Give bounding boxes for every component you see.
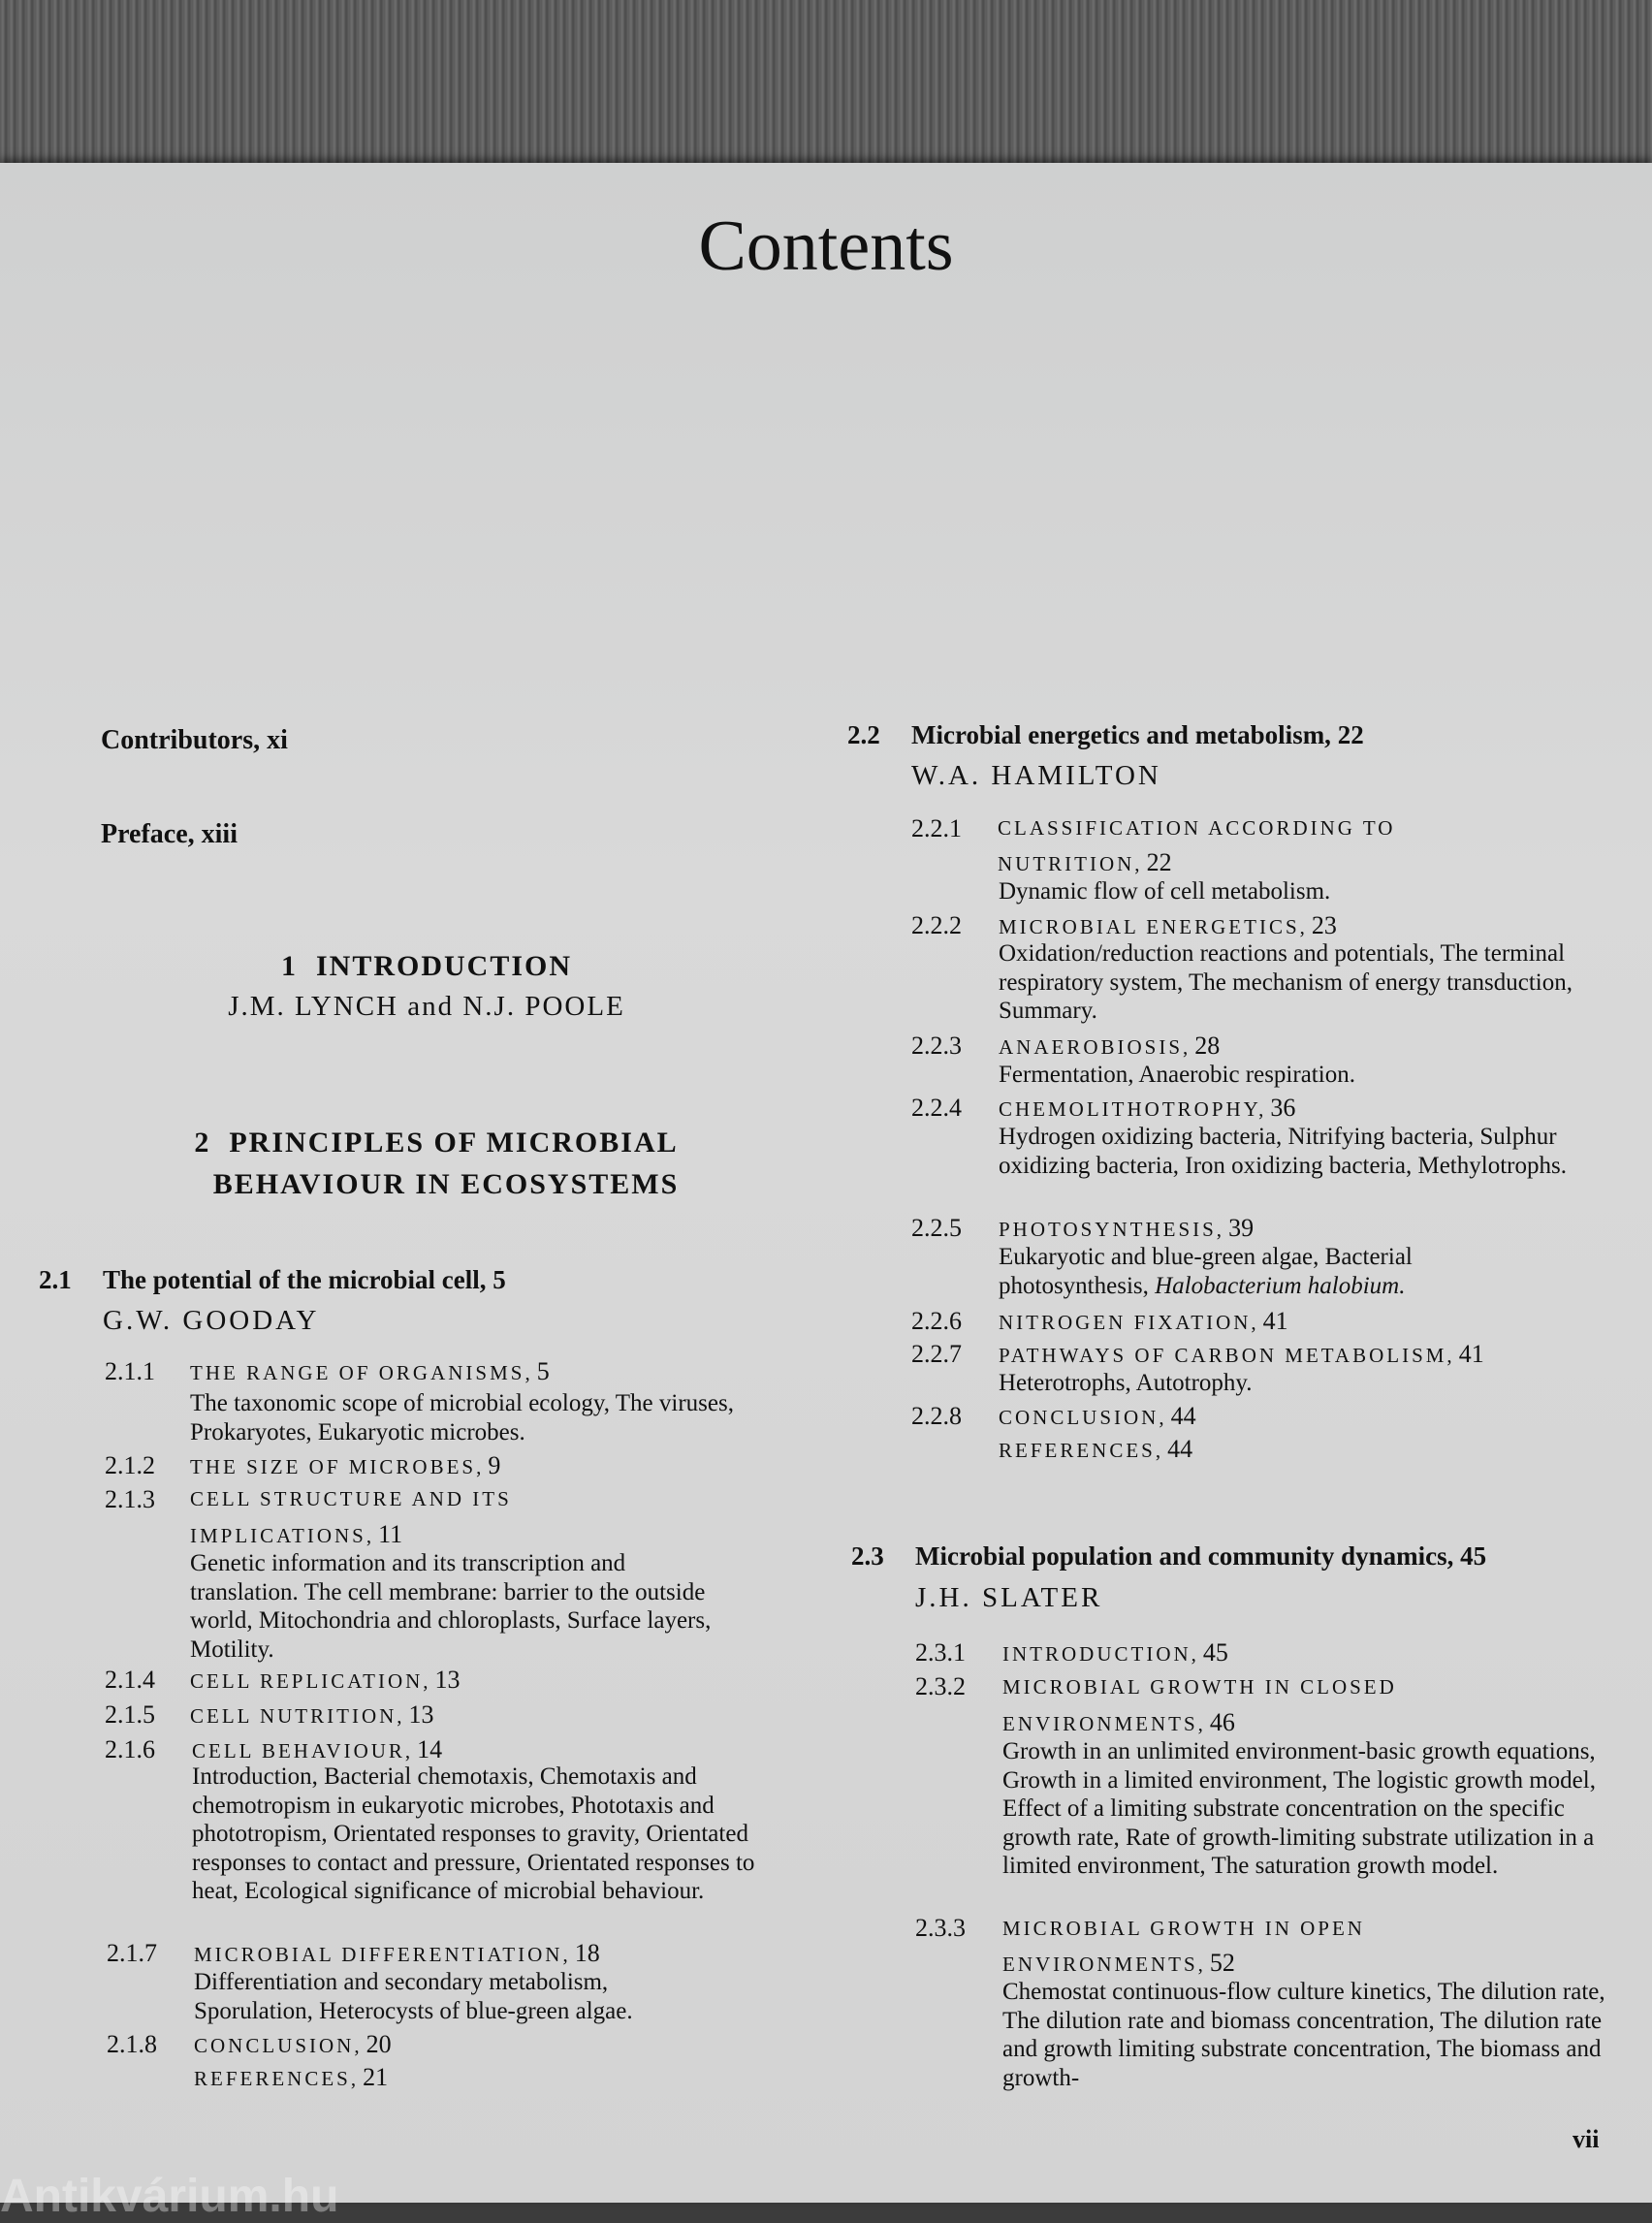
subsection-description: Growth in an unlimited environment-basic growth equations, Growth in a limited environment, The logistic growth model, Effect of a limiting substrate concentration on the specific growth rate, Rate of growth-limiting substrate utilization in a limited environment, The saturation growth model. (1002, 1738, 1596, 1879)
subsection-title: MICROBIAL GROWTH IN OPEN (1002, 1917, 1365, 1940)
background-desk (0, 0, 1652, 170)
subsection-title: MICROBIAL GROWTH IN CLOSED (1002, 1675, 1397, 1699)
chapter-number: 2 (194, 1127, 211, 1159)
subsection-description: The taxonomic scope of microbial ecology, The viruses, Prokaryotes, Eukaryotic microbes. (190, 1390, 734, 1445)
subsection-description: Heterotrophs, Autotrophy. (999, 1370, 1253, 1396)
section-author: W.A. HAMILTON (911, 760, 1161, 791)
chapter-1-heading (194, 950, 659, 983)
subsection-number: 2.3.1 (915, 1638, 966, 1667)
subsection-title-continued: ENVIRONMENTS, 46 (1002, 1708, 1235, 1736)
subsection-description: Dynamic flow of cell metabolism. (999, 878, 1331, 905)
section-number: 2.2 (847, 720, 880, 749)
chapter-2-heading-line2: BEHAVIOUR IN ECOSYSTEMS (212, 1168, 680, 1200)
section-title: Microbial population and community dynamics, 45 (915, 1541, 1487, 1571)
subsection-title: CLASSIFICATION ACCORDING TO (998, 816, 1396, 840)
subsection-title: CHEMOLITHOTROPHY, 36 (999, 1094, 1296, 1122)
subsection-title-continued: ENVIRONMENTS, 52 (1002, 1949, 1235, 1977)
italic-term: Halobacterium halobium. (1155, 1272, 1406, 1299)
subsection-description: Differentiation and secondary metabolism, Sporulation, Heterocysts of blue-green algae. (194, 1969, 633, 2024)
subsection-description: Oxidation/reduction reactions and potentials, The terminal respiratory system, The mechanism of energy transduction, Summary. (999, 940, 1573, 1024)
subsection-title: CELL REPLICATION, 13 (190, 1666, 461, 1694)
page-number: 45 (1460, 1541, 1487, 1571)
chapter-title: PRINCIPLES OF MICROBIAL (229, 1127, 679, 1159)
subsection-title: PHOTOSYNTHESIS, 39 (999, 1214, 1255, 1242)
subsection-number: 2.1.5 (105, 1700, 155, 1729)
chapter-title: INTRODUCTION (315, 950, 573, 982)
subsection-number: 2.1.2 (105, 1451, 155, 1479)
subsection-title-continued: IMPLICATIONS, 11 (190, 1520, 403, 1548)
subsection-number: 2.1.6 (105, 1735, 155, 1763)
references-entry: REFERENCES, 44 (999, 1435, 1193, 1463)
chapter-1-authors: J.M. LYNCH and N.J. POOLE (228, 991, 625, 1022)
page-number: 5 (492, 1265, 506, 1294)
chapter-2-heading-line1 (116, 1127, 756, 1159)
subsection-title: CONCLUSION, 20 (194, 2030, 392, 2058)
section-title: Microbial energetics and metabolism, 22 (911, 720, 1364, 749)
subsection-title: CONCLUSION, 44 (999, 1402, 1196, 1430)
page-folio: vii (1573, 2125, 1600, 2153)
subsection-description: Genetic information and its transcription and translation. The cell membrane: barrier to the outside world, Mitochondria and chloroplasts, Surface layers, Motility. (190, 1550, 712, 1663)
subsection-number: 2.1.1 (105, 1357, 155, 1385)
subsection-description: Hydrogen oxidizing bacteria, Nitrifying bacteria, Sulphur oxidizing bacteria, Iron oxidizing bacteria, Methylotrophs. (999, 1124, 1567, 1179)
section-author: J.H. SLATER (915, 1582, 1103, 1613)
subsection-title: MICROBIAL ENERGETICS, 23 (999, 911, 1337, 939)
subsection-number: 2.1.3 (105, 1485, 155, 1513)
subsection-title: ANAEROBIOSIS, 28 (999, 1032, 1221, 1060)
subsection-number: 2.2.3 (911, 1032, 962, 1060)
subsection-number: 2.1.8 (107, 2030, 157, 2058)
section-author: G.W. GOODAY (103, 1305, 320, 1336)
subsection-description: Chemostat continuous-flow culture kinetics, The dilution rate, The dilution rate and biomass concentration, The dilution rate and growth limiting substrate concentration, The biomass and growth- (1002, 1979, 1605, 2091)
subsection-description: Eukaryotic and blue-green algae, Bacterial photosynthesis, Halobacterium halobium. (999, 1244, 1413, 1299)
section-number: 2.1 (39, 1265, 72, 1294)
contributors-entry: Contributors, xi (101, 725, 288, 755)
preface-entry: Preface, xiii (101, 819, 238, 849)
subsection-title: PATHWAYS OF CARBON METABOLISM, 41 (999, 1340, 1484, 1368)
subsection-title: CELL STRUCTURE AND ITS (190, 1487, 512, 1510)
section-title: The potential of the microbial cell, 5 (103, 1265, 506, 1294)
subsection-title: MICROBIAL DIFFERENTIATION, 18 (194, 1939, 600, 1967)
subsection-number: 2.3.2 (915, 1672, 966, 1700)
page-title: Contents (698, 206, 954, 286)
subsection-number: 2.2.8 (911, 1402, 962, 1430)
subsection-title: CELL BEHAVIOUR, 14 (192, 1735, 443, 1763)
subsection-title: CELL NUTRITION, 13 (190, 1700, 434, 1729)
subsection-number: 2.2.6 (911, 1307, 962, 1335)
subsection-number: 2.2.2 (911, 911, 962, 939)
section-number: 2.3 (851, 1541, 884, 1571)
subsection-number: 2.2.4 (911, 1094, 962, 1122)
subsection-number: 2.1.7 (107, 1939, 157, 1967)
subsection-title-continued: NUTRITION, 22 (998, 848, 1172, 876)
subsection-title: THE SIZE OF MICROBES, 9 (190, 1451, 501, 1479)
subsection-title: THE RANGE OF ORGANISMS, 5 (190, 1357, 550, 1385)
chapter-number: 1 (280, 950, 298, 982)
subsection-description: Fermentation, Anaerobic respiration. (999, 1062, 1355, 1088)
page-number: 22 (1337, 720, 1364, 749)
subsection-description: Introduction, Bacterial chemotaxis, Chemotaxis and chemotropism in eukaryotic microbes, Phototaxis and phototropism, Orientated responses to gravity, Orientated responses to contact and pressure, Orientated responses to heat, Ecological significance of microbial behaviour. (192, 1763, 755, 1904)
references-entry: REFERENCES, 21 (194, 2063, 389, 2091)
watermark: Antikvárium.hu (0, 2171, 339, 2222)
subsection-number: 2.1.4 (105, 1666, 155, 1694)
subsection-number: 2.2.7 (911, 1340, 962, 1368)
subsection-title: NITROGEN FIXATION, 41 (999, 1307, 1288, 1335)
subsection-number: 2.2.5 (911, 1214, 962, 1242)
subsection-number: 2.2.1 (911, 814, 962, 842)
subsection-title: INTRODUCTION, 45 (1002, 1638, 1228, 1667)
subsection-number: 2.3.3 (915, 1914, 966, 1942)
